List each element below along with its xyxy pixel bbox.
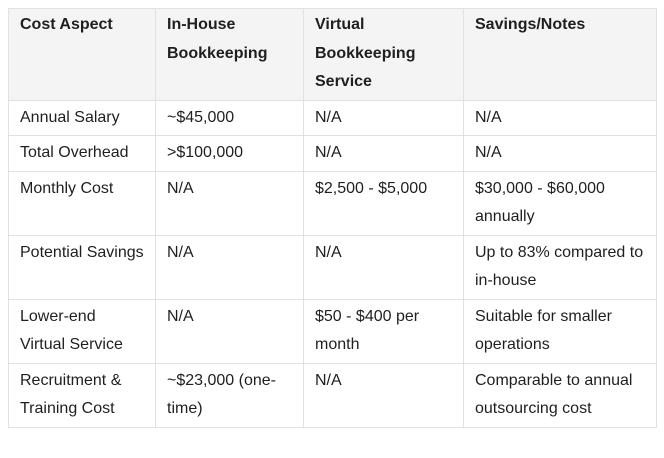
table-cell: N/A <box>156 171 304 235</box>
header-row <box>9 9 657 101</box>
table-cell: $50 - $400 per month <box>304 299 464 363</box>
table-cell: >$100,000 <box>156 136 304 172</box>
table-cell: Potential Savings <box>9 235 156 299</box>
table-row <box>9 235 657 299</box>
table-row <box>9 171 657 235</box>
header-cost-aspect: Cost Aspect <box>9 9 156 101</box>
table-cell: Lower-end Virtual Service <box>9 299 156 363</box>
table-row <box>9 100 657 136</box>
header-savings-notes: Savings/Notes <box>464 9 657 101</box>
table-cell: Total Overhead <box>9 136 156 172</box>
table-cell: N/A <box>304 100 464 136</box>
table-row <box>9 299 657 363</box>
table-cell: N/A <box>156 299 304 363</box>
table-cell: N/A <box>464 136 657 172</box>
table-cell: ~$45,000 <box>156 100 304 136</box>
table-header <box>9 9 657 101</box>
table-cell: $2,500 - $5,000 <box>304 171 464 235</box>
table-cell: N/A <box>304 363 464 427</box>
table-cell: Annual Salary <box>9 100 156 136</box>
header-virtual-bookkeeping-service: Virtual Bookkeeping Service <box>304 9 464 101</box>
header-in-house-bookkeeping: In-House Bookkeeping <box>156 9 304 101</box>
table-cell: N/A <box>304 136 464 172</box>
table-cell: Comparable to annual outsourcing cost <box>464 363 657 427</box>
table-cell: Up to 83% compared to in-house <box>464 235 657 299</box>
table-body <box>9 100 657 427</box>
cost-comparison-table <box>8 8 657 428</box>
table-cell: N/A <box>464 100 657 136</box>
table-cell: N/A <box>304 235 464 299</box>
table-row <box>9 363 657 427</box>
table-cell: N/A <box>156 235 304 299</box>
table-cell: Recruitment & Training Cost <box>9 363 156 427</box>
table-cell: $30,000 - $60,000 annually <box>464 171 657 235</box>
table-cell: Monthly Cost <box>9 171 156 235</box>
cost-comparison-table-container <box>8 8 656 428</box>
table-row <box>9 136 657 172</box>
table-cell: ~$23,000 (one-time) <box>156 363 304 427</box>
table-cell: Suitable for smaller operations <box>464 299 657 363</box>
